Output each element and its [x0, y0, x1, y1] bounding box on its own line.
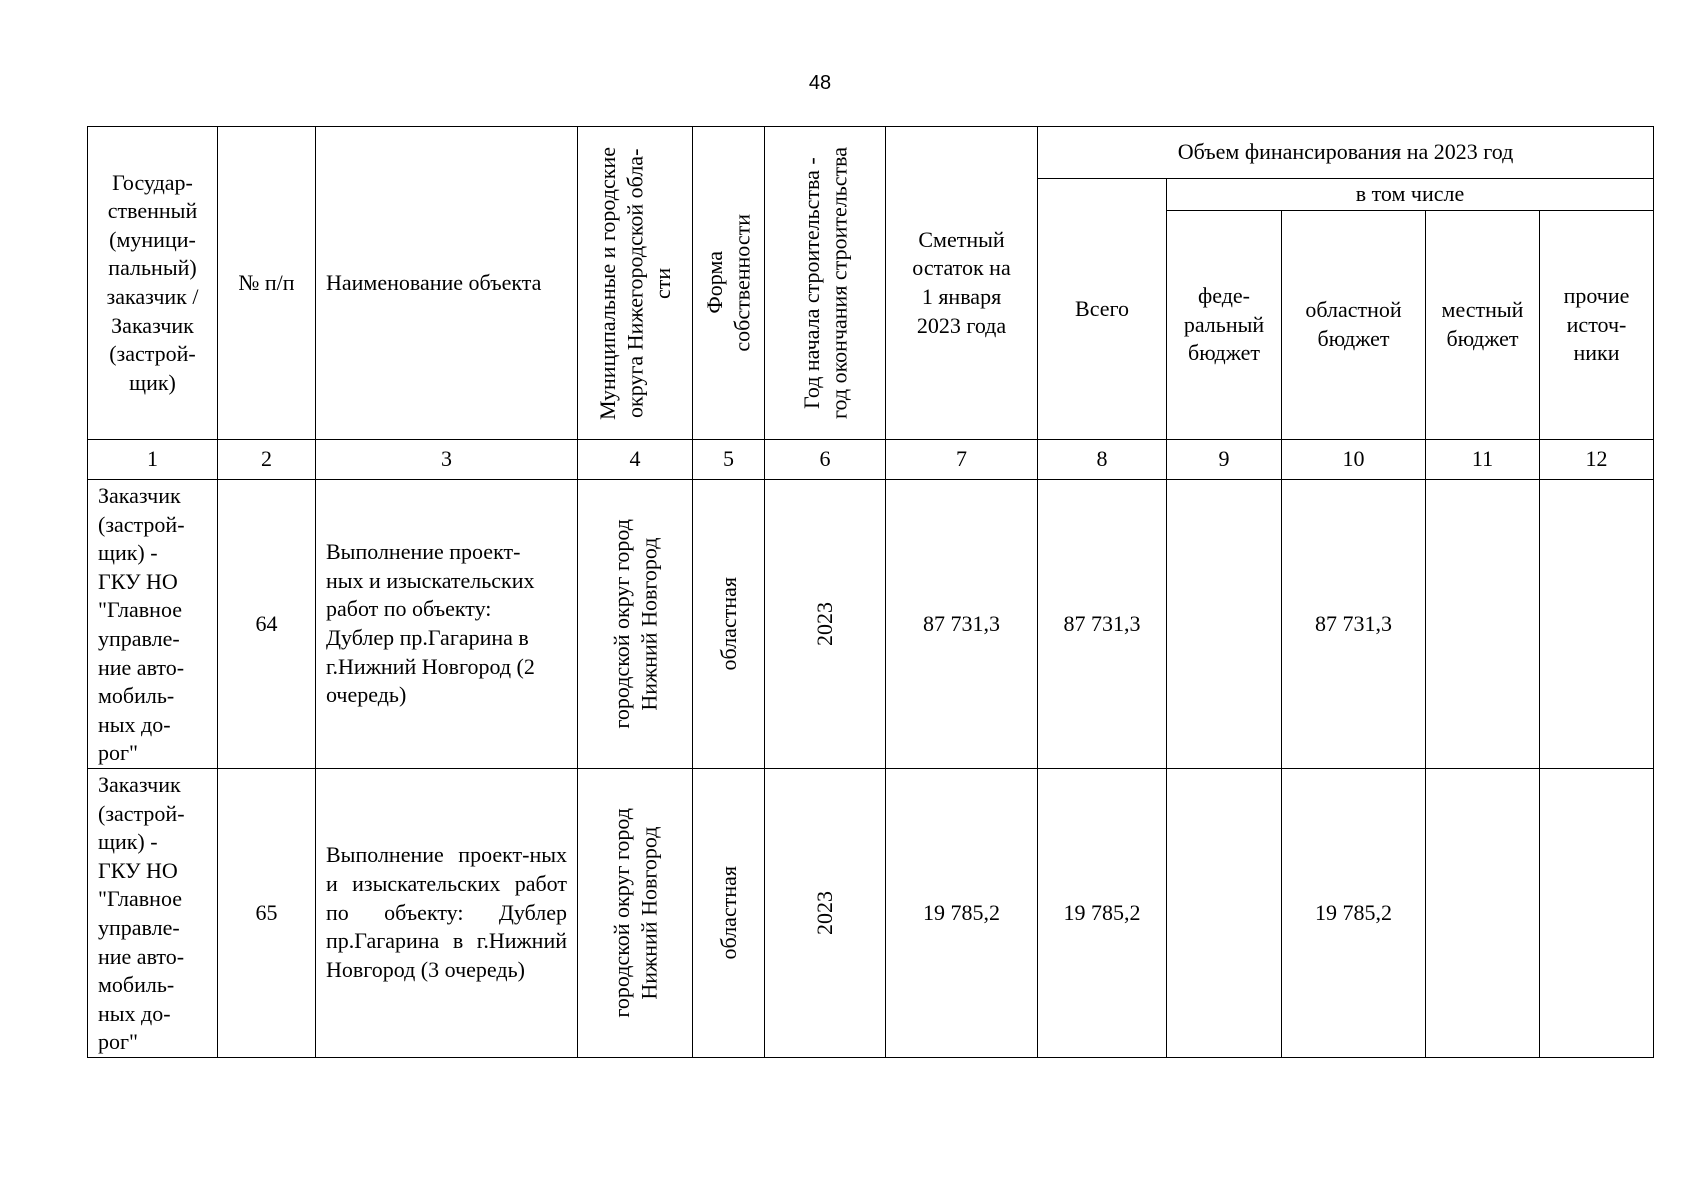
row-total: 87 731,3 — [1038, 480, 1167, 769]
header-including: в том числе — [1167, 179, 1654, 211]
column-number: 10 — [1282, 440, 1426, 480]
row-ownership-cell — [693, 768, 765, 1057]
row-years: 2023 — [812, 601, 838, 646]
row-object-name-cell — [316, 768, 578, 1057]
header-years-cell — [765, 127, 886, 440]
header-number: № п/п — [218, 127, 316, 440]
header-federal: феде- ральный бюджет — [1167, 211, 1282, 440]
row-estimate: 87 731,3 — [886, 480, 1038, 769]
header-municipality-cell — [578, 127, 693, 440]
row-local — [1426, 768, 1540, 1057]
row-years: 2023 — [812, 890, 838, 935]
row-ownership-cell — [693, 480, 765, 769]
row-object-name: Выполнение проект-ных и изыскательских работ по объекту: Дублер пр.Гагарина в г.Нижний Новгород (3 очередь) — [326, 842, 567, 982]
header-ownership-cell — [693, 127, 765, 440]
row-years-cell — [765, 768, 886, 1057]
column-number: 2 — [218, 440, 316, 480]
header-object-name: Наименование объекта — [316, 127, 578, 440]
financing-table — [87, 126, 1654, 1058]
row-estimate: 19 785,2 — [886, 768, 1038, 1057]
column-number: 12 — [1540, 440, 1654, 480]
column-number: 5 — [693, 440, 765, 480]
header-total: Всего — [1038, 179, 1167, 440]
row-local — [1426, 480, 1540, 769]
row-federal — [1167, 768, 1282, 1057]
row-number: 65 — [218, 768, 316, 1057]
row-regional: 19 785,2 — [1282, 768, 1426, 1057]
row-years-cell — [765, 480, 886, 769]
column-number: 9 — [1167, 440, 1282, 480]
row-ownership: областная — [715, 866, 741, 960]
header-local: местный бюджет — [1426, 211, 1540, 440]
column-number-row — [88, 440, 1654, 480]
row-customer: Заказчик (застрой- щик) - ГКУ НО "Главное управле- ние авто- мобиль- ных до- рог" — [88, 768, 218, 1057]
header-estimate: Сметный остаток на 1 января 2023 года — [886, 127, 1038, 440]
row-regional: 87 731,3 — [1282, 480, 1426, 769]
row-object-name: Выполнение проект- ных и изыскательских работ по объекту: Дублер пр.Гагарина в г.Нижний Новгород (2 очередь) — [316, 480, 578, 769]
column-number: 8 — [1038, 440, 1167, 480]
column-number: 1 — [88, 440, 218, 480]
column-number: 7 — [886, 440, 1038, 480]
row-number: 64 — [218, 480, 316, 769]
row-federal — [1167, 480, 1282, 769]
header-ownership: Форма собственности — [702, 214, 755, 352]
header-municipality: Муниципальные и городские округа Нижегородской обла- сти — [594, 146, 675, 420]
row-total: 19 785,2 — [1038, 768, 1167, 1057]
header-regional: областной бюджет — [1282, 211, 1426, 440]
row-customer: Заказчик (застрой- щик) - ГКУ НО "Главное управле- ние авто- мобиль- ных до- рог" — [88, 480, 218, 769]
row-other — [1540, 480, 1654, 769]
column-number: 3 — [316, 440, 578, 480]
page-number: 48 — [808, 72, 832, 94]
column-number: 11 — [1426, 440, 1540, 480]
row-municipality-cell — [578, 768, 693, 1057]
row-municipality: городской округ город Нижний Новгород — [608, 808, 661, 1018]
column-number: 6 — [765, 440, 886, 480]
header-other: прочие источ- ники — [1540, 211, 1654, 440]
table-row — [88, 480, 1654, 769]
row-other — [1540, 768, 1654, 1057]
row-municipality: городской округ город Нижний Новгород — [608, 519, 661, 729]
header-years: Год начала строительства - год окончания строительства — [798, 147, 851, 419]
header-financing: Объем финансирования на 2023 год — [1038, 127, 1654, 179]
row-ownership: областная — [715, 577, 741, 671]
table-row — [88, 768, 1654, 1057]
column-number: 4 — [578, 440, 693, 480]
row-municipality-cell — [578, 480, 693, 769]
header-customer: Государ- ственный (муници- пальный) заказчик / Заказчик (застрой- щик) — [88, 127, 218, 440]
